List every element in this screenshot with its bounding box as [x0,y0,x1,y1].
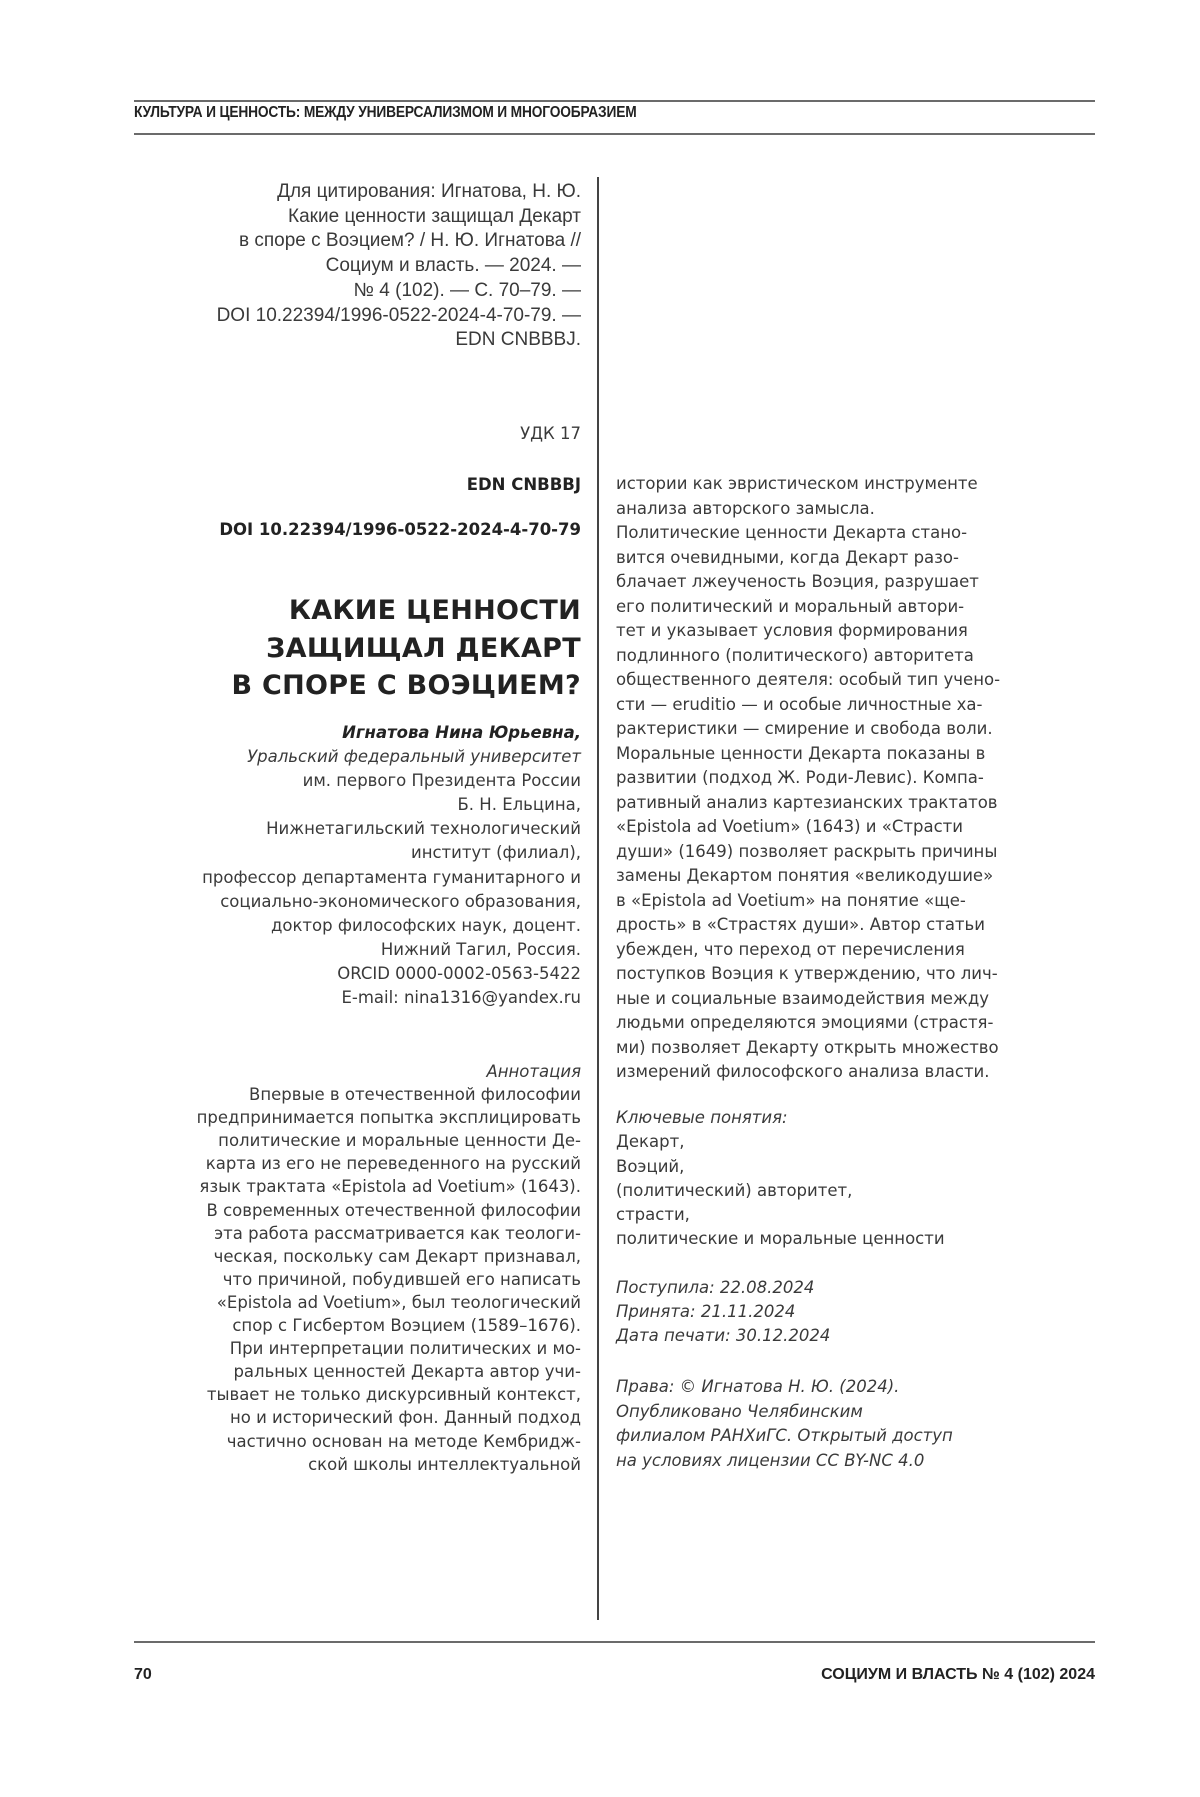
abstract-line: Впервые в отечественной философии [249,1085,581,1105]
footer-rule [134,1641,1095,1643]
abstract-line: Политические ценности Декарта стано- [616,523,968,542]
abstract-line: убежден, что переход от перечисления [616,939,965,959]
title-line: ЗАЩИЩАЛ ДЕКАРТ [266,632,581,664]
keywords-block [616,1106,945,1252]
abstract-line: вится очевидными, когда Декарт разо- [616,547,959,567]
abstract-left [197,1060,581,1476]
author-detail-line: E-mail: nina1316@yandex.ru [341,988,581,1008]
date-line: Принята: 21.11.2024 [616,1302,796,1321]
abstract-line: в «Epistola ad Voetium» на понятие «ще- [616,890,966,910]
abstract-line: спор с Гисбертом Воэцием (1589–1676). [232,1316,581,1336]
date-line: Дата печати: 30.12.2024 [616,1326,831,1345]
author-detail-line: Нижний Тагил, Россия. [380,939,581,959]
abstract-line: Моральные ценности Декарта показаны в [616,743,986,763]
keywords-list [616,1130,945,1251]
abstract-line: «Epistola ad Voetium», был теологический [216,1292,581,1312]
abstract-line: анализа авторского замысла. [616,498,875,518]
title-line: В СПОРЕ С ВОЭЦИЕМ? [231,670,581,701]
running-header: КУЛЬТУРА И ЦЕННОСТЬ: МЕЖДУ УНИВЕРСАЛИЗМОМ И МНОГООБРАЗИЕМ [134,104,637,121]
abstract-line: общественного деятеля: особый тип учено- [616,670,1001,689]
abstract-heading: Аннотация [486,1062,581,1081]
abstract-line: частично основан на методе Кембридж- [226,1431,581,1451]
date-line: Поступила: 22.08.2024 [616,1278,815,1297]
abstract-line: политические и моральные ценности Де- [218,1131,581,1151]
citation-line: Социум и власть. — 2024. — [325,255,581,277]
udk: УДК 17 [520,424,581,443]
article-title [231,592,581,705]
author-detail-line: социально-экономического образования, [220,891,581,911]
abstract-line: подлинного (политического) авторитета [616,645,974,665]
abstract-line: ской школы интеллектуальной [308,1454,581,1474]
author-block [202,721,581,1010]
abstract-line: развитии (подход Ж. Роди-Левис). Компа- [616,768,984,787]
column-divider [597,177,599,1620]
keyword-item: Декарт, [616,1132,685,1152]
abstract-line: ративный анализ картезианских трактатов [616,792,998,812]
author-name: Игнатова Нина Юрьевна, [342,723,581,742]
journal-issue: СОЦИУМ И ВЛАСТЬ № 4 (102) 2024 [821,1666,1095,1683]
abstract-line: ческая, поскольку сам Декарт признавал, [213,1246,581,1266]
rights-line: на условиях лицензии CC BY-NC 4.0 [616,1450,925,1470]
abstract-line: дрость» в «Страстях души». Автор статьи [616,915,985,934]
author-details [202,769,581,1010]
keyword-item: страсти, [616,1205,690,1225]
abstract-line: В современных отечественной философии [206,1200,581,1220]
doi: DOI 10.22394/1996-0522-2024-4-70-79 [219,520,581,539]
dates-block [616,1276,830,1348]
rights-line: филиалом РАНХиГС. Открытый доступ [616,1426,953,1446]
abstract-line: язык трактата «Epistola ad Voetium» (1643). [199,1177,581,1197]
abstract-line: сти — eruditio — и особые личностные ха- [616,694,983,714]
abstract-line: ми) позволяет Декарту открыть множество [616,1037,999,1057]
abstract-line: карта из его не переведенного на русский [205,1154,581,1174]
author-affiliation: Уральский федеральный университет [247,747,581,767]
keyword-item: (политический) авторитет, [616,1180,853,1200]
citation-line: Какие ценности защищал Декарт [288,205,581,227]
title-line: КАКИЕ ЦЕННОСТИ [288,595,581,626]
citation-line: EDN CNBBBJ. [455,329,581,351]
author-detail-line: ORCID 0000-0002-0563-5422 [337,963,581,983]
abstract-line: эта работа рассматривается как теологи- [214,1223,581,1243]
citation-line: DOI 10.22394/1996-0522-2024-4-70-79. — [216,304,581,326]
abstract-line: измерений философского анализа власти. [616,1062,990,1081]
abstract-line: что причиной, побудившей его написать [222,1269,581,1289]
rights-line: Права: © Игнатова Н. Ю. (2024). [616,1377,900,1396]
citation-block [217,180,581,353]
abstract-line: тывает не только дискурсивный контекст, [206,1385,581,1405]
citation-line: в споре с Воэцием? / Н. Ю. Игнатова // [239,230,581,252]
abstract-line: ные и социальные взаимодействия между [616,988,989,1008]
keyword-item: политические и моральные ценности [616,1229,945,1249]
rights-line: Опубликовано Челябинским [616,1401,863,1421]
author-detail-line: им. первого Президента России [302,771,581,791]
author-detail-line: Нижнетагильский технологический [266,819,581,839]
author-detail-line: доктор философских наук, доцент. [270,915,581,935]
author-detail-line: профессор департамента гуманитарного и [202,867,581,887]
abstract-line: рактеристики — смирение и свобода воли. [616,719,993,738]
page-number: 70 [134,1666,152,1683]
abstract-line: истории как эвристическом инструменте [616,474,978,493]
rights-block [616,1375,953,1473]
citation-line: Для цитирования: Игнатова, Н. Ю. [277,181,581,202]
abstract-line: но и исторический фон. Данный подход [229,1408,581,1428]
author-detail-line: Б. Н. Ельцина, [457,795,581,815]
abstract-line: При интерпретации политических и мо- [229,1339,581,1359]
citation-line: № 4 (102). — С. 70–79. — [353,279,581,301]
abstract-line: замены Декартом понятия «великодушие» [616,866,994,885]
header-bottom-rule [134,133,1095,135]
abstract-line: ральных ценностей Декарта автор учи- [233,1362,581,1382]
abstract-left-text [197,1083,581,1476]
abstract-line: тет и указывает условия формирования [616,621,968,640]
keywords-heading: Ключевые понятия: [616,1108,788,1127]
abstract-line: предпринимается попытка эксплицировать [196,1108,581,1128]
edn: EDN CNBBBJ [466,475,581,494]
abstract-line: поступков Воэция к утверждению, что лич- [616,964,998,983]
abstract-line: блачает лжеученость Воэция, разрушает [616,572,979,591]
header-top-rule [134,100,1095,102]
abstract-line: души» (1649) позволяет раскрыть причины [616,841,998,861]
keyword-item: Воэций, [616,1156,685,1176]
abstract-line: людьми определяются эмоциями (страстя- [616,1013,994,1032]
author-detail-line: институт (филиал), [410,843,581,863]
abstract-line: «Epistola ad Voetium» (1643) и «Страсти [616,817,963,836]
abstract-line: его политический и моральный автори- [616,596,965,616]
abstract-right [616,472,1000,1085]
